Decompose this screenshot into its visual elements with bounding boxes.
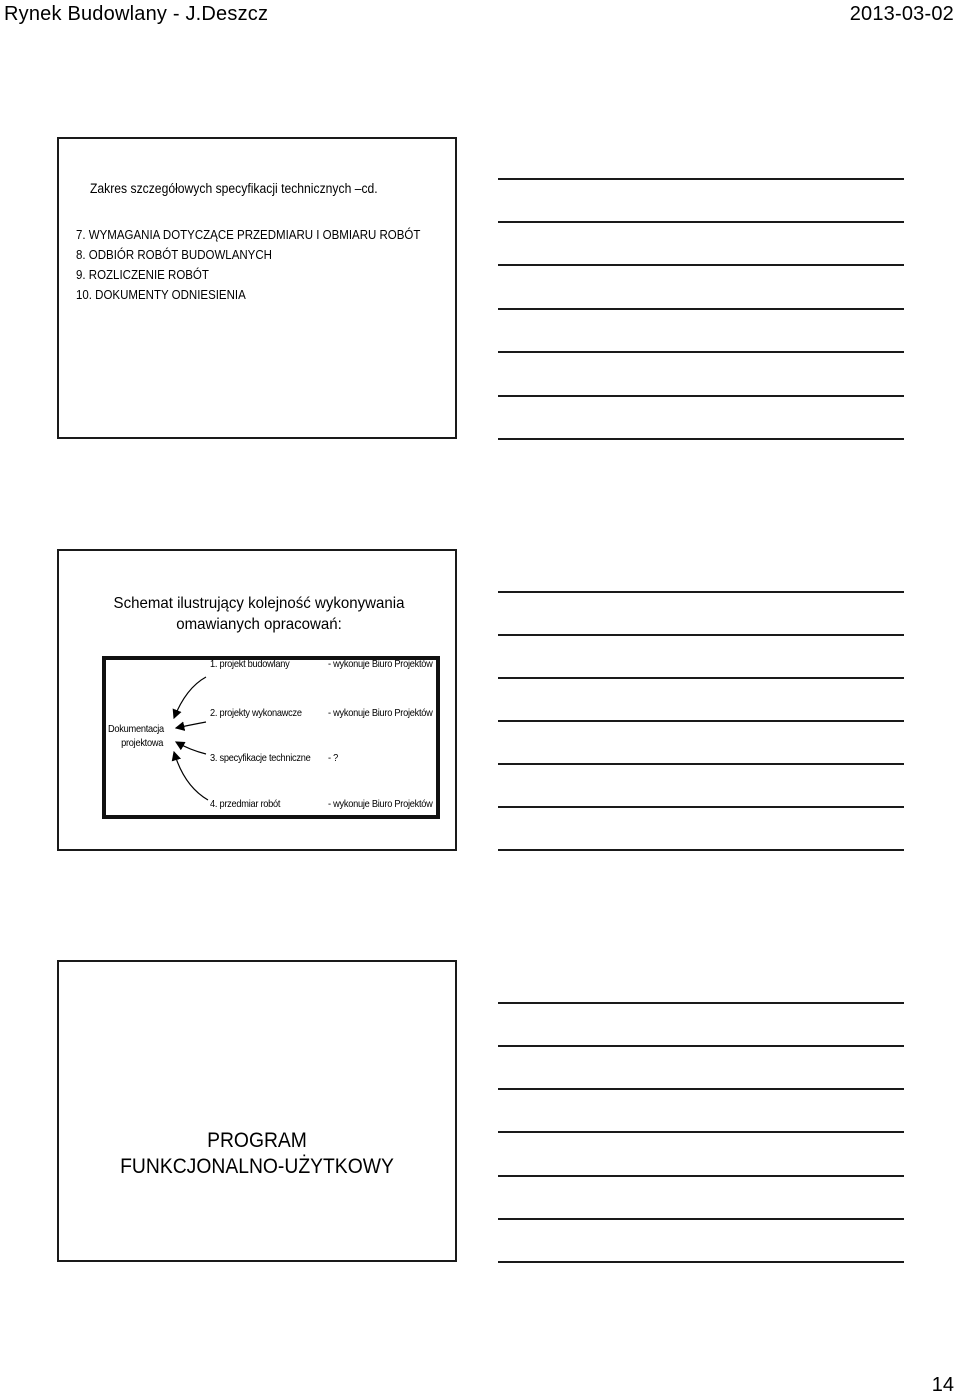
page-number: 14: [931, 1374, 954, 1396]
note-line: [498, 1261, 904, 1263]
diagram-note-1: - wykonuje Biuro Projektów: [328, 658, 433, 670]
note-line: [498, 849, 904, 851]
note-line: [498, 634, 904, 636]
note-line: [498, 1088, 904, 1090]
diagram-note-4: - wykonuje Biuro Projektów: [328, 798, 433, 810]
document-header-title: Rynek Budowlany - J.Deszcz: [4, 3, 269, 25]
list-item: 7. WYMAGANIA DOTYCZĄCE PRZEDMIARU I OBMIARU ROBÓT: [76, 228, 421, 242]
document-header-date: 2013-03-02: [849, 3, 954, 25]
note-line: [498, 264, 904, 266]
note-line: [498, 763, 904, 765]
note-line: [498, 720, 904, 722]
slide-3: [57, 960, 457, 1262]
note-line: [498, 351, 904, 353]
slide-2: [57, 549, 457, 851]
note-line: [498, 806, 904, 808]
diagram-root-label: Dokumentacja projektowa: [108, 723, 164, 749]
diagram-node-4: 4. przedmiar robót: [210, 798, 281, 810]
process-diagram: [102, 656, 440, 819]
note-line: [498, 1218, 904, 1220]
slide-1-title: Zakres szczegółowych specyfikacji technicznych –cd.: [90, 181, 378, 196]
arrow-3: [176, 742, 206, 754]
diagram-note-3: - ?: [328, 752, 338, 764]
note-line: [498, 178, 904, 180]
diagram-node-2: 2. projekty wykonawcze: [210, 707, 302, 719]
arrow-2: [176, 722, 206, 728]
slide-2-title: Schemat ilustrujący kolejność wykonywania omawianych opracowań:: [113, 595, 405, 633]
note-line: [498, 591, 904, 593]
note-line: [498, 1002, 904, 1004]
note-line: [498, 221, 904, 223]
arrow-1: [174, 677, 206, 718]
note-line: [498, 1131, 904, 1133]
note-line: [498, 395, 904, 397]
diagram-node-3: 3. specyfikacje techniczne: [210, 752, 311, 764]
diagram-note-2: - wykonuje Biuro Projektów: [328, 707, 433, 719]
slide-3-title: PROGRAM FUNKCJONALNO-UŻYTKOWY: [120, 1129, 394, 1178]
diagram-node-1: 1. projekt budowlany: [210, 658, 290, 670]
note-line: [498, 308, 904, 310]
arrow-4: [174, 752, 208, 800]
note-line: [498, 1175, 904, 1177]
slide-1: [57, 137, 457, 439]
list-item: 10. DOKUMENTY ODNIESIENIA: [76, 288, 246, 302]
note-line: [498, 438, 904, 440]
note-line: [498, 1045, 904, 1047]
list-item: 9. ROZLICZENIE ROBÓT: [76, 268, 209, 282]
slide-1-list: [76, 225, 450, 305]
list-item: 8. ODBIÓR ROBÓT BUDOWLANYCH: [76, 248, 272, 262]
note-line: [498, 677, 904, 679]
